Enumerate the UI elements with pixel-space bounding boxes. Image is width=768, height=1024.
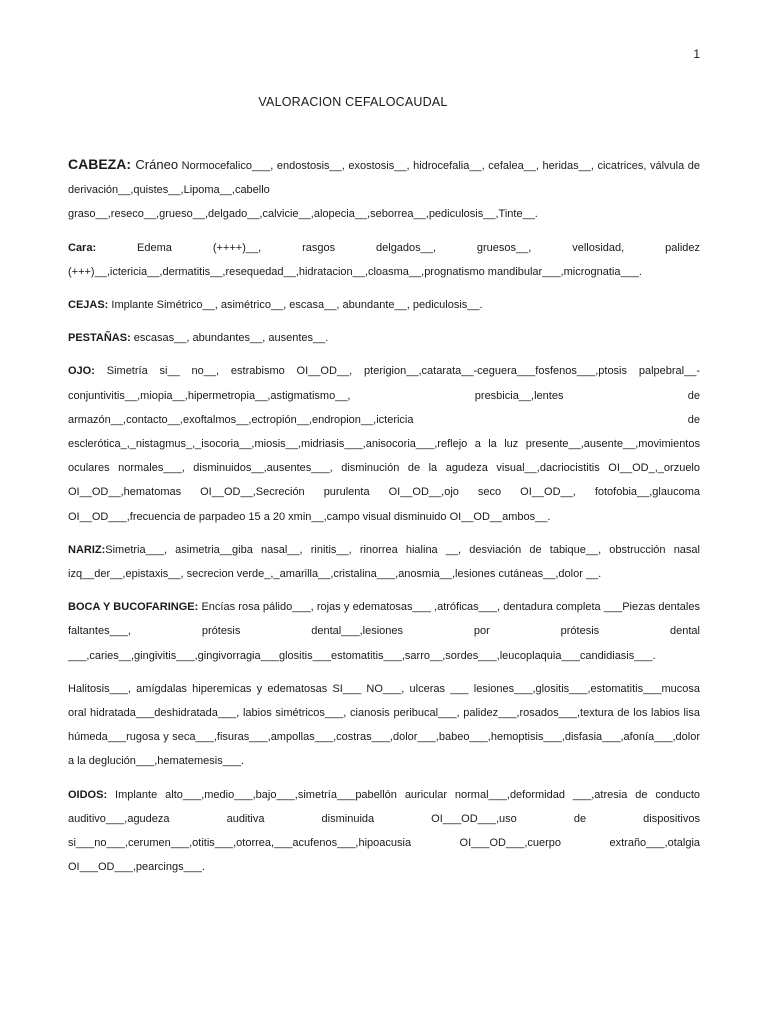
document-title: VALORACION CEFALOCAUDAL: [258, 95, 448, 109]
section-pestanas: [68, 326, 700, 350]
section-oidos: [68, 783, 700, 880]
section-label-oidos: OIDOS:: [68, 788, 108, 801]
section-nariz: [68, 538, 700, 586]
section-label-boca: BOCA Y BUCOFARINGE:: [68, 601, 199, 614]
section-label-pestanas: PESTAÑAS:: [68, 332, 131, 345]
section-text-cejas: Implante Simétrico__, asimétrico__, escasa__, abundante__, pediculosis__.: [108, 299, 483, 312]
section-text-oidos: Implante alto___,medio___,bajo___,simetría___pabellón auricular normal___,deformidad ___,atresia de conducto auditivo___,agudeza auditiva disminuida OI___OD___,uso de dispositivos si___no___,cerumen___,otitis___,otorrea,___acufenos___,hipoacusia OI___OD___,cuerpo extraño___,otalgia OI___OD___,pearcings___.: [68, 788, 700, 874]
section-text-cara: Edema (++++)__, rasgos delgados__, gruesos__, vellosidad, palidez (+++)__,ictericia__,dermatitis__,resequedad__,hidratacion__,cloasma__,prognatismo mandibular___,micrognatia___.: [68, 241, 700, 278]
section-label-cabeza: CABEZA: Cráneo: [68, 156, 179, 172]
section-label-cara: Cara:: [68, 241, 97, 254]
section-cejas: [68, 293, 700, 317]
section-label-ojo: OJO:: [68, 365, 95, 378]
document-body: [68, 152, 700, 888]
section-text-halitosis: Halitosis___, amígdalas hiperemicas y edematosas SI___ NO___, ulceras ___ lesiones___,glositis___,estomatitis___mucosa oral hidratada___deshidratada___, labios simétricos___, cianosis peribucal___, palidez___,rosados___,textura de los labios lisa húmeda___rugosa y seca___,fisuras___,ampollas___,costras___,dolor___,babeo___,hemoptisis___,disfasia___,afonía___,dolor a la deglución___,hematemesis___.: [68, 682, 700, 768]
section-halitosis: [68, 677, 700, 774]
section-cabeza: [68, 152, 700, 227]
page-number: 1: [693, 47, 700, 61]
section-text-boca: Encías rosa pálido___, rojas y edematosas___ ,atróficas___, dentadura completa ___Piezas dentales faltantes___, prótesis dental___,lesiones por prótesis dental ___,caries__,gingivitis___,gingivorragia___glositis___estomatitis___,sarro__,sordes___,leucoplaquia___candidiasis___.: [68, 601, 700, 662]
section-text-ojo: Simetría si__ no__, estrabismo OI__OD__, pterigion__,catarata__-ceguera___fosfenos___,ptosis palpebral__-conjuntivitis__,miopia__,hipermetropia__,astigmatismo__, presbicia__,lentes de armazón__,contacto__,exoftalmos__,ectropión__,endropion__,ictericia de esclerótica_,_nistagmus_,_isocoria__,miosis__,midriasis___,anisocoria___,reflejo a la luz presente__,ausente__,movimientos oculares normales___, disminuidos__,ausentes___, disminución de la agudeza visual__,dacriocistitis OI__OD_,_orzuelo OI__OD__,hematomas OI__OD__,Secreción purulenta OI__OD__,ojo seco OI__OD__, fotofobia__,glaucoma OI__OD___,frecuencia de parpadeo 15 a 20 xmin__,campo visual disminuido OI__OD__ambos__.: [68, 365, 700, 523]
section-text-nariz: Simetria___, asimetria__giba nasal__, rinitis__, rinorrea hialina __, desviación de tabique__, obstrucción nasal izq__der__,epistaxis__, secrecion verde_,_amarilla__,cristalina___,anosmia__,lesiones cutáneas__,dolor __.: [68, 543, 700, 581]
subsection-label-craneo: Cráneo: [135, 157, 179, 172]
section-text-pestanas: escasas__, abundantes__, ausentes__.: [130, 332, 329, 345]
section-label-cejas: CEJAS:: [68, 299, 109, 312]
section-ojo: [68, 359, 700, 528]
section-cara: [68, 236, 700, 284]
section-boca: [68, 595, 700, 668]
section-label-nariz: NARIZ:: [68, 543, 106, 556]
section-text-cabeza: Normocefalico___, endostosis__, exostosis__, hidrocefalia__, cefalea__, heridas__, cicatrices, válvula de derivación__,quistes__,Lipoma__,cabello graso__,reseco__,grueso__,delgado__,calvicie__,alopecia__,seborrea__,pediculosis__,Tinte__.: [68, 160, 701, 221]
